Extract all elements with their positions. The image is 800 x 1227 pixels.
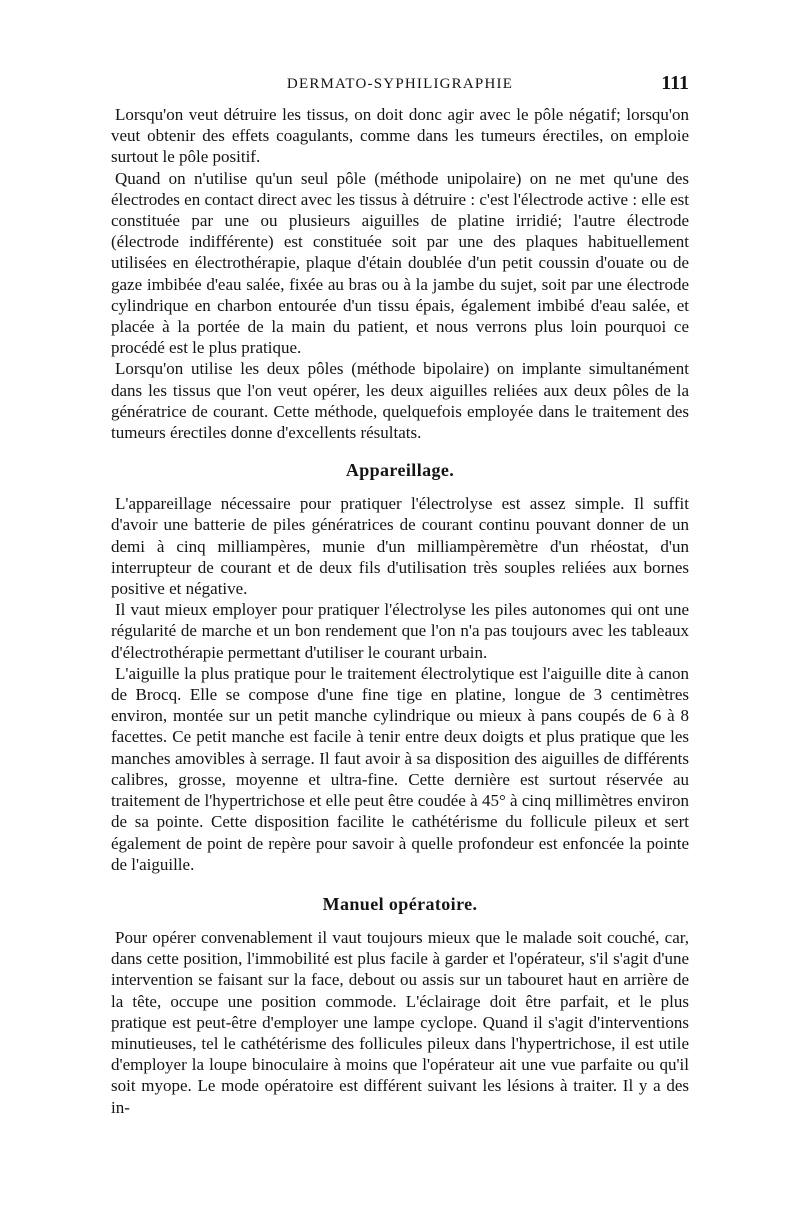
paragraph-appareillage: L'appareillage nécessaire pour pratiquer l'électrolyse est assez simple. Il suffit d'avoir une batterie de piles génératrices de courant continu pouvant donner de un demi à cinq milliampères, munie d'un milliampèremètre d'un rhéostat, d'un interrupteur de courant et de deux fils d'utilisation très souples reliées aux bornes positive et négative.: [111, 494, 689, 599]
paragraph-pole-negatif: Lorsqu'on veut détruire les tissus, on doit donc agir avec le pôle négatif; lorsqu'on veut obtenir des effets coagulants, comme dans les tumeurs érectiles, on emploie surtout le pôle positif.: [111, 105, 689, 167]
paragraph-aiguille-brocq: L'aiguille la plus pratique pour le traitement électrolytique est l'aiguille dite à canon de Brocq. Elle se compose d'une fine tige en platine, longue de 3 centimètres environ, montée sur un petit manche cylindrique ou mieux à pans coupés de 6 à 8 facettes. Ce petit manche est facile à tenir entre deux doigts et plus pratique que les manches amovibles à serrage. Il faut avoir à sa disposition des aiguilles de différents calibres, grosse, moyenne et ultra-fine. Cette dernière est surtout réservée au traitement de l'hypertrichose et elle peut être coudée à 45° à cinq millimètres environ de sa pointe. Cette disposition facilite le cathétérisme du follicule pileux et sert également de point de repère pour savoir à quelle profondeur est enfoncée la pointe de l'aiguille.: [111, 663, 689, 874]
running-head: [111, 68, 689, 104]
book-page: [111, 68, 689, 1118]
running-title: DERMATO-SYPHILIGRAPHIE: [286, 76, 514, 92]
paragraph-piles-autonomes: Il vaut mieux employer pour pratiquer l'électrolyse les piles autonomes qui ont une régularité de marche et un bon rendement que l'on n'a pas toujours avec les tableaux d'électrothérapie permettant d'utiliser le courant urbain.: [111, 600, 689, 662]
paragraph-methode-bipolaire: Lorsqu'on utilise les deux pôles (méthode bipolaire) on implante simultanément dans les tissus que l'on veut opérer, les deux aiguilles reliées aux deux pôles de la génératrice de courant. Cette méthode, quelquefois employée dans le traitement des tumeurs érectiles donne d'excellents résultats.: [111, 359, 689, 443]
page-number: 111: [661, 72, 689, 94]
section-heading-manuel-operatoire: Manuel opératoire.: [322, 893, 478, 914]
paragraph-methode-unipolaire: Quand on n'utilise qu'un seul pôle (méthode unipolaire) on ne met qu'une des électrodes en contact direct avec les tissus à détruire : c'est l'électrode active : elle est constituée par une ou plusieurs aiguilles de platine irridié; l'autre électrode (électrode indifférente) est constituée soit par une des plaques habituellement utilisées en électrothérapie, plaque d'étain doublée d'un petit coussin d'ouate ou de gaze imbibée d'eau salée, fixée au bras ou à la jambe du sujet, soit par une électrode cylindrique en charbon entourée d'un tissu épais, également imbibé d'eau salée, et placée à la portée de la main du patient, et nous verrons plus loin pourquoi ce procédé est le plus pratique.: [111, 168, 689, 358]
paragraph-manuel-operatoire: Pour opérer convenablement il vaut toujours mieux que le malade soit couché, car, dans cette position, l'immobilité est plus facile à garder et l'opérateur, s'il s'agit d'une intervention se faisant sur la face, debout ou assis sur un tabouret haut en arrière de la tête, occupe une position commode. L'éclairage doit être parfait, et le plus pratique est peut-être d'employer une lampe cyclope. Quand il s'agit d'interventions minutieuses, tel le cathétérisme des follicules pileux dans l'hypertrichose, il est utile d'employer la loupe binoculaire à moins que l'opérateur ait une vue parfaite ou qu'il soit myope. Le mode opératoire est différent suivant les lésions à traiter. Il y a des in-: [111, 927, 689, 1117]
section-heading-appareillage: Appareillage.: [345, 460, 455, 481]
